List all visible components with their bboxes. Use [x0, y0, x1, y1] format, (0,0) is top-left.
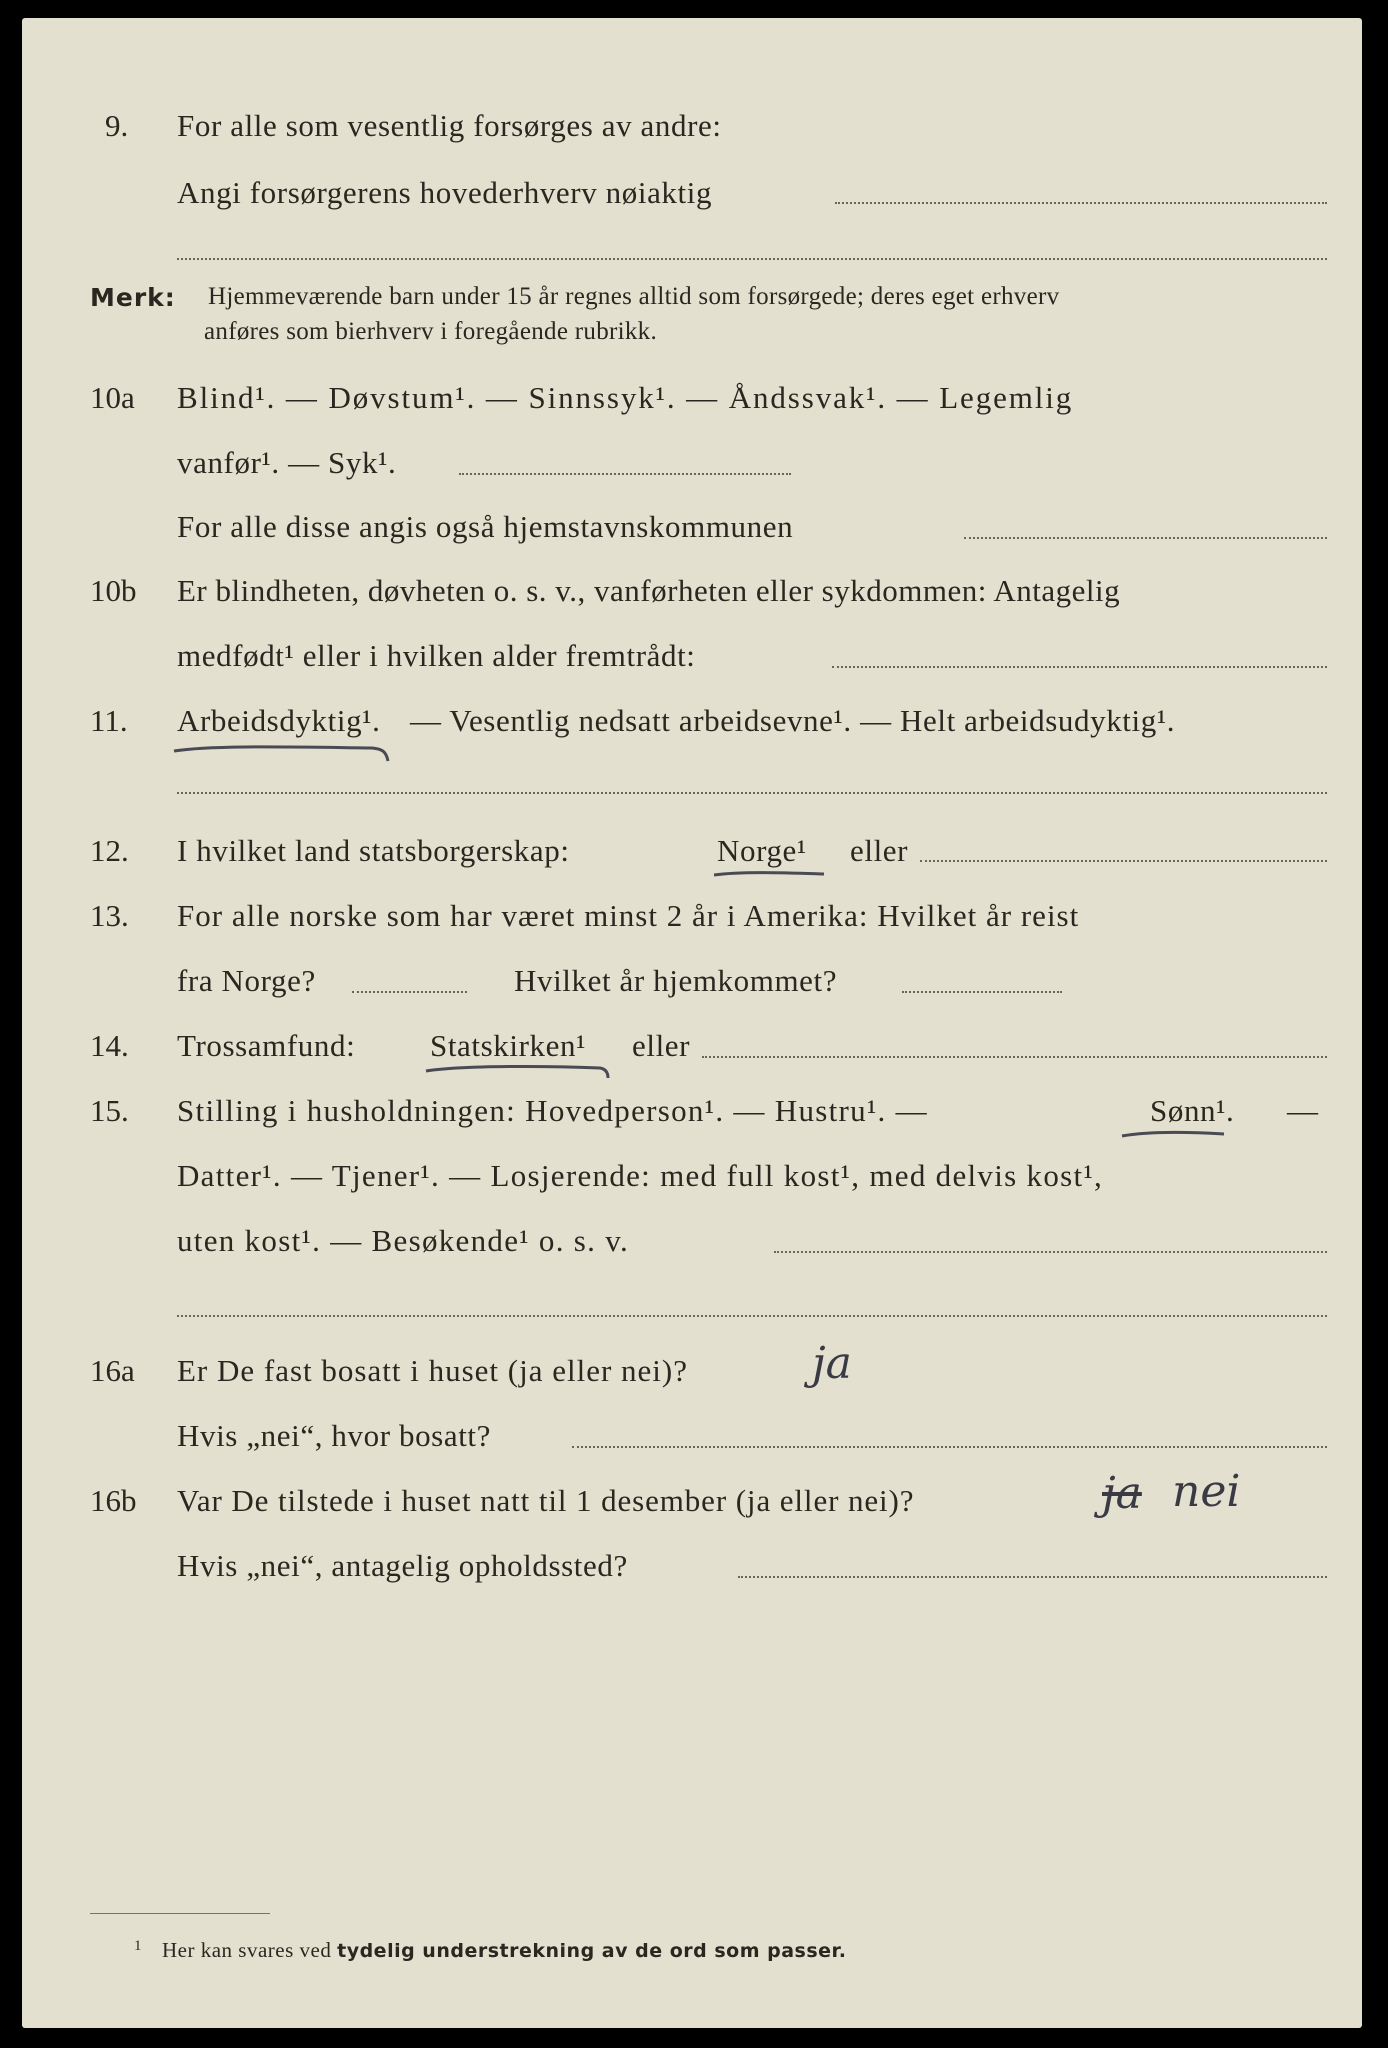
- q12-answer-field[interactable]: [920, 860, 1327, 862]
- q11-underline-mark: [172, 739, 402, 769]
- q16b-struck-answer: ja: [1102, 1468, 1142, 1519]
- q16b-line1: Var De tilstede i huset natt til 1 desember (ja eller nei)?: [177, 1483, 915, 1518]
- q15-underline-mark: [1120, 1126, 1230, 1146]
- q9-answer-field-2[interactable]: [177, 258, 1327, 260]
- q12-number: 12.: [90, 833, 129, 868]
- q12-underline-mark: [712, 867, 832, 883]
- q10a-line2: vanfør¹. — Syk¹.: [177, 445, 397, 480]
- q13-reist-field[interactable]: [352, 991, 467, 993]
- q16b-number: 16b: [90, 1483, 137, 1518]
- q10a-hjemstavn-field[interactable]: [964, 537, 1327, 539]
- q15-answer-field[interactable]: [774, 1251, 1327, 1253]
- q12-post: eller: [850, 833, 909, 868]
- q11-answer-field[interactable]: [177, 792, 1327, 794]
- q16b-handwritten-answer[interactable]: nei: [1172, 1466, 1241, 1517]
- q15-answer-field-2[interactable]: [177, 1315, 1327, 1317]
- q10b-answer-field[interactable]: [832, 666, 1327, 668]
- q15-line2: Datter¹. — Tjener¹. — Losjerende: med full kost¹, med delvis kost¹,: [177, 1158, 1104, 1193]
- q10a-line1: Blind¹. — Døvstum¹. — Sinnssyk¹. — Åndssvak¹. — Legemlig: [177, 380, 1074, 415]
- q16a-line2: Hvis „nei“, hvor bosatt?: [177, 1418, 491, 1453]
- q9-number: 9.: [105, 108, 129, 143]
- q16a-number: 16a: [90, 1353, 135, 1388]
- q14-option-statskirken[interactable]: Statskirken¹: [430, 1028, 586, 1063]
- q10b-line2: medfødt¹ eller i hvilken alder fremtrådt:: [177, 638, 696, 673]
- q14-answer-field[interactable]: [702, 1056, 1327, 1058]
- q11-rest: — Vesentlig nedsatt arbeidsevne¹. — Helt arbeidsudyktig¹.: [410, 703, 1176, 738]
- q16a-bosatt-field[interactable]: [572, 1446, 1327, 1448]
- q16a-line1: Er De fast bosatt i huset (ja eller nei)?: [177, 1353, 688, 1388]
- q11-option-arbeidsdyktig[interactable]: Arbeidsdyktig¹.: [177, 703, 381, 738]
- q13-hjemkommet-field[interactable]: [902, 991, 1062, 993]
- q16a-handwritten-answer[interactable]: ja: [812, 1338, 852, 1389]
- q10b-line1: Er blindheten, døvheten o. s. v., vanførheten eller sykdommen: Antagelig: [177, 573, 1121, 608]
- q15-option-sonn[interactable]: Sønn¹.: [1150, 1093, 1235, 1128]
- q15-number: 15.: [90, 1093, 129, 1128]
- q15-line1b: —: [1287, 1093, 1319, 1128]
- footnote-text: [162, 1938, 846, 1963]
- merk-line1: Hjemmeværende barn under 15 år regnes alltid som forsørgede; deres eget erhverv: [208, 283, 1060, 310]
- q13-line2b: Hvilket år hjemkommet?: [514, 963, 838, 998]
- q16b-opholdssted-field[interactable]: [738, 1576, 1327, 1578]
- merk-label: Merk:: [90, 283, 176, 312]
- q10a-answer-field[interactable]: [459, 473, 791, 475]
- footnote-text-plain: Her kan svares ved: [162, 1938, 332, 1962]
- q15-line3: uten kost¹. — Besøkende¹ o. s. v.: [177, 1223, 630, 1258]
- footnote-rule: [90, 1913, 270, 1914]
- census-form-page: [22, 18, 1362, 2028]
- q9-answer-field[interactable]: [835, 202, 1327, 204]
- q12-pre: I hvilket land statsborgerskap:: [177, 833, 570, 868]
- q14-pre: Trossamfund:: [177, 1028, 356, 1063]
- q10a-number: 10a: [90, 380, 135, 415]
- q11-number: 11.: [90, 703, 128, 738]
- q13-line1: For alle norske som har været minst 2 år i Amerika: Hvilket år reist: [177, 898, 1080, 933]
- q12-option-norge[interactable]: Norge¹: [717, 833, 807, 868]
- footnote-text-bold: tydelig understrekning av de ord som passer.: [337, 1940, 847, 1962]
- q10a-line3: For alle disse angis også hjemstavnskommunen: [177, 509, 794, 544]
- footnote-mark: 1: [134, 1938, 142, 1954]
- q9-line1: For alle som vesentlig forsørges av andre:: [177, 108, 722, 143]
- q15-line1a: Stilling i husholdningen: Hovedperson¹. — Hustru¹. —: [177, 1093, 928, 1128]
- q14-number: 14.: [90, 1028, 129, 1063]
- q13-number: 13.: [90, 898, 129, 933]
- merk-line2: anføres som bierhverv i foregående rubrikk.: [204, 318, 658, 345]
- q9-line2: Angi forsørgerens hovederhverv nøiaktig: [177, 175, 713, 210]
- q14-underline-mark: [424, 1061, 614, 1081]
- q14-post: eller: [632, 1028, 691, 1063]
- q10b-number: 10b: [90, 573, 137, 608]
- q16b-line2: Hvis „nei“, antagelig opholdssted?: [177, 1548, 628, 1583]
- q13-line2a: fra Norge?: [177, 963, 316, 998]
